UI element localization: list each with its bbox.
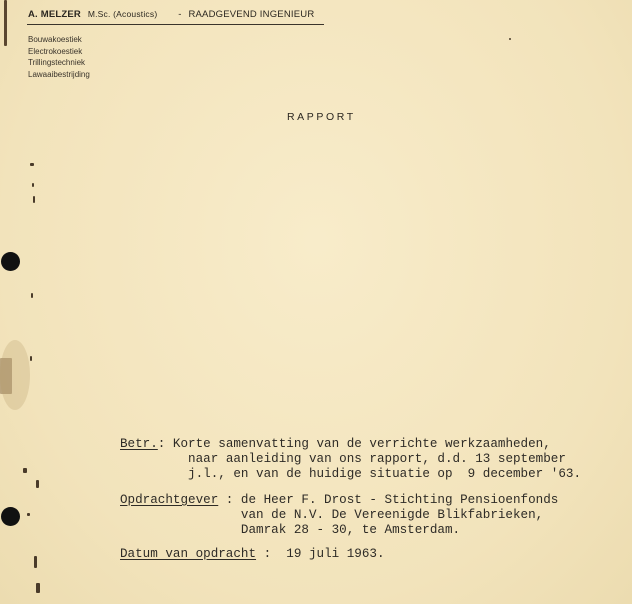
betr-line-1: : Korte samenvatting van de verrichte werkzaamheden, [157, 437, 551, 451]
punch-hole-top [1, 252, 20, 271]
services-list [28, 34, 90, 80]
betr-label: Betr. [120, 437, 158, 451]
letterhead-degree: M.Sc. (Acoustics) [87, 9, 158, 19]
opdrachtgever-line-1: : de Heer F. Drost - Stichting Pensioenfonds [218, 493, 559, 507]
betr-line-2: naar aanleiding van ons rapport, d.d. 13 september [188, 452, 566, 466]
letterhead-title: RAADGEVEND INGENIEUR [188, 9, 315, 20]
paper-stain [0, 340, 30, 410]
edge-mark [30, 163, 34, 166]
opdrachtgever-line-3: Damrak 28 - 30, te Amsterdam. [240, 523, 461, 537]
service-item: Trillingstechniek [28, 58, 86, 67]
document-title: RAPPORT [287, 111, 356, 123]
service-item: Bouwakoestiek [28, 35, 82, 44]
edge-mark [23, 468, 27, 473]
betr-block [120, 437, 581, 482]
datum-value: : 19 juli 1963. [256, 547, 385, 561]
betr-line-3: j.l., en van de huidige situatie op 9 december '63. [188, 467, 582, 481]
letterhead [28, 9, 318, 20]
letterhead-name: A. MELZER [28, 9, 81, 20]
service-item: Lawaaibestrijding [28, 69, 90, 79]
edge-mark [33, 196, 35, 203]
punch-hole-bottom [1, 507, 20, 526]
datum-block [120, 547, 385, 562]
edge-mark [27, 513, 30, 516]
opdrachtgever-block [120, 493, 558, 538]
edge-mark [4, 0, 7, 46]
edge-mark [31, 293, 33, 298]
edge-mark [36, 480, 39, 488]
datum-label: Datum van opdracht [120, 547, 257, 561]
opdrachtgever-label: Opdrachtgever [120, 493, 219, 507]
letterhead-separator: - [178, 9, 182, 20]
edge-mark [36, 583, 40, 593]
edge-mark [30, 356, 32, 361]
opdrachtgever-line-2: van de N.V. De Vereenigde Blikfabrieken, [240, 508, 544, 522]
edge-mark [32, 183, 34, 187]
letterhead-rule [27, 24, 324, 25]
edge-mark [34, 556, 37, 568]
edge-mark [509, 38, 511, 40]
service-item: Electrokoestiek [28, 46, 83, 56]
